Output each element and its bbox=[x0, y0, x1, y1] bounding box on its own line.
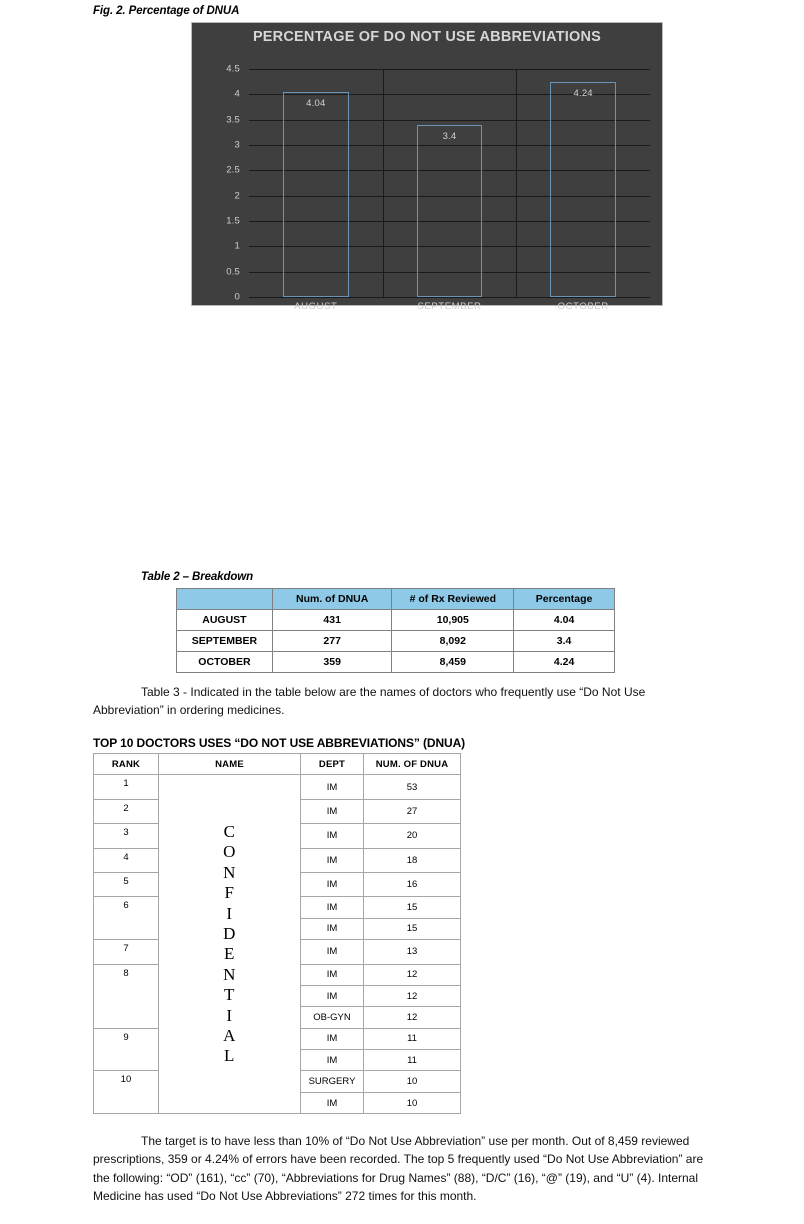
table2-cell-month: OCTOBER bbox=[177, 652, 273, 673]
table-row bbox=[177, 610, 615, 631]
chart-gridline bbox=[249, 297, 650, 298]
table-top-doctors bbox=[93, 753, 461, 1114]
redaction-letter: O bbox=[223, 842, 236, 862]
redaction-letter: A bbox=[223, 1025, 236, 1045]
chart-category-separator bbox=[383, 69, 384, 297]
chart-y-tick-label: 4 bbox=[234, 88, 240, 100]
table2-col-blank bbox=[177, 589, 273, 610]
table3-cell-dept: IM bbox=[301, 1028, 364, 1049]
table3-cell-num: 13 bbox=[364, 940, 461, 964]
table3-cell-dept: IM bbox=[301, 848, 364, 872]
chart-bar bbox=[550, 82, 615, 297]
table3-cell-num: 10 bbox=[364, 1092, 461, 1113]
chart-y-axis bbox=[192, 63, 246, 303]
redaction-letter: C bbox=[223, 821, 236, 841]
chart-y-tick-label: 2.5 bbox=[226, 164, 240, 176]
redaction-letter: I bbox=[226, 1005, 233, 1025]
chart-y-tick-label: 1 bbox=[234, 240, 240, 252]
table2-cell-pct: 3.4 bbox=[514, 631, 615, 652]
table-row bbox=[177, 652, 615, 673]
paragraph-table3-intro: Table 3 - Indicated in the table below are the names of doctors who frequently use “Do Not Use Abbreviation” in ordering medicines. bbox=[93, 685, 646, 718]
table3-cell-dept: IM bbox=[301, 1092, 364, 1113]
chart-bar bbox=[283, 92, 348, 297]
redaction-letter: D bbox=[223, 923, 236, 943]
table3-cell-num: 10 bbox=[364, 1071, 461, 1092]
table3-col-name: NAME bbox=[159, 754, 301, 775]
chart-bar-value-label: 4.04 bbox=[306, 98, 326, 110]
chart-x-tick-label: OCTOBER bbox=[557, 301, 609, 312]
table-row bbox=[177, 631, 615, 652]
table3-cell-rank: 1 bbox=[94, 775, 159, 799]
redaction-letter: T bbox=[224, 985, 235, 1005]
table3-cell-dept: IM bbox=[301, 872, 364, 896]
table3-cell-num: 20 bbox=[364, 824, 461, 848]
table2-caption: Table 2 – Breakdown bbox=[141, 571, 254, 583]
table2-cell-dnua: 431 bbox=[272, 610, 392, 631]
table3-cell-num: 11 bbox=[364, 1028, 461, 1049]
table3-cell-rank: 6 bbox=[94, 897, 159, 940]
chart-bar-value-label: 4.24 bbox=[573, 88, 593, 100]
chart-bar bbox=[417, 125, 482, 297]
table3-cell-num: 16 bbox=[364, 872, 461, 896]
table2-header-row bbox=[177, 589, 615, 610]
bar-chart bbox=[191, 22, 663, 312]
paragraph-summary: The target is to have less than 10% of “Do Not Use Abbreviation” use per month. Out of 8,459 reviewed prescriptions, 359 or 4.24% of errors have been recorded. The top 5 frequently used “Do Not Use Abbreviation” are the following: “OD” (161), “cc” (70), “Abbreviations for Drug Names” (88), “D/C” (16), “@” (19), and “U” (4). Internal Medicine has used “Do Not Use Abbreviations” 272 times for this month. bbox=[93, 1134, 704, 1203]
table2-cell-dnua: 277 bbox=[272, 631, 392, 652]
table3-cell-dept: OB-GYN bbox=[301, 1007, 364, 1028]
chart-bar-value-label: 3.4 bbox=[442, 130, 457, 142]
table3-cell-num: 15 bbox=[364, 918, 461, 939]
chart-y-tick-label: 0 bbox=[234, 291, 240, 303]
table3-cell-rank: 8 bbox=[94, 964, 159, 1028]
chart-x-axis bbox=[249, 301, 650, 319]
chart-plot-area bbox=[249, 69, 650, 297]
chart-y-tick-label: 2 bbox=[234, 190, 240, 202]
table3-cell-dept: IM bbox=[301, 775, 364, 799]
table3-cell-dept: IM bbox=[301, 940, 364, 964]
chart-y-tick-label: 3.5 bbox=[226, 114, 240, 126]
table3-body bbox=[94, 775, 461, 1114]
table2-cell-dnua: 359 bbox=[272, 652, 392, 673]
table3-header-row bbox=[94, 754, 461, 775]
chart-y-tick-label: 4.5 bbox=[226, 63, 240, 75]
table2-col-pct: Percentage bbox=[514, 589, 615, 610]
table3-cell-num: 15 bbox=[364, 897, 461, 918]
table2-cell-rx: 10,905 bbox=[392, 610, 514, 631]
redaction-letter: E bbox=[224, 944, 235, 964]
table3-cell-rank: 9 bbox=[94, 1028, 159, 1071]
redaction-letter: L bbox=[224, 1046, 235, 1066]
table3-cell-dept: IM bbox=[301, 824, 364, 848]
table3-col-dept: DEPT bbox=[301, 754, 364, 775]
chart-y-tick-label: 0.5 bbox=[226, 266, 240, 278]
table2-cell-rx: 8,092 bbox=[392, 631, 514, 652]
table3-cell-dept: IM bbox=[301, 799, 364, 823]
table2-body bbox=[177, 610, 615, 673]
chart-category-separator bbox=[516, 69, 517, 297]
table3-cell-rank: 2 bbox=[94, 799, 159, 823]
table2-cell-pct: 4.24 bbox=[514, 652, 615, 673]
chart-y-tick-label: 1.5 bbox=[226, 215, 240, 227]
table3-cell-num: 18 bbox=[364, 848, 461, 872]
chart-title: PERCENTAGE OF DO NOT USE ABBREVIATIONS bbox=[252, 29, 602, 45]
table2-col-rx: # of Rx Reviewed bbox=[392, 589, 514, 610]
table3-cell-dept: IM bbox=[301, 964, 364, 985]
table3-title: TOP 10 DOCTORS USES “DO NOT USE ABBREVIATIONS” (DNUA) bbox=[93, 736, 466, 750]
table3-cell-dept: IM bbox=[301, 918, 364, 939]
table3-col-rank: RANK bbox=[94, 754, 159, 775]
redaction-letter: I bbox=[226, 903, 233, 923]
chart-x-tick-label: AUGUST bbox=[294, 301, 338, 312]
table3-cell-num: 53 bbox=[364, 775, 461, 799]
figure-caption: Fig. 2. Percentage of DNUA bbox=[93, 5, 240, 17]
chart-y-tick-label: 3 bbox=[234, 139, 240, 151]
table2-cell-month: SEPTEMBER bbox=[177, 631, 273, 652]
table3-cell-num: 12 bbox=[364, 964, 461, 985]
table3-cell-dept: IM bbox=[301, 985, 364, 1006]
redaction-letter: F bbox=[224, 883, 235, 903]
table3-cell-rank: 7 bbox=[94, 940, 159, 964]
table3-cell-rank: 4 bbox=[94, 848, 159, 872]
table2-cell-rx: 8,459 bbox=[392, 652, 514, 673]
table2-cell-month: AUGUST bbox=[177, 610, 273, 631]
table3-cell-rank: 10 bbox=[94, 1071, 159, 1114]
table3-cell-num: 11 bbox=[364, 1050, 461, 1071]
redaction-letter: N bbox=[223, 862, 236, 882]
table3-cell-num: 12 bbox=[364, 985, 461, 1006]
table2-col-dnua: Num. of DNUA bbox=[272, 589, 392, 610]
table3-cell-name-redacted bbox=[159, 775, 301, 1114]
table3-cell-rank: 3 bbox=[94, 824, 159, 848]
table3-cell-num: 12 bbox=[364, 1007, 461, 1028]
redaction-letter: N bbox=[223, 964, 236, 984]
table-row bbox=[94, 775, 461, 799]
table3-cell-dept: IM bbox=[301, 897, 364, 918]
chart-x-tick-label: SEPTEMBER bbox=[417, 301, 482, 312]
chart-gridline bbox=[249, 69, 650, 70]
table3-col-num: NUM. OF DNUA bbox=[364, 754, 461, 775]
table-breakdown bbox=[176, 588, 615, 673]
table3-cell-rank: 5 bbox=[94, 872, 159, 896]
table3-cell-dept: SURGERY bbox=[301, 1071, 364, 1092]
table2-cell-pct: 4.04 bbox=[514, 610, 615, 631]
table3-cell-dept: IM bbox=[301, 1050, 364, 1071]
table3-cell-num: 27 bbox=[364, 799, 461, 823]
